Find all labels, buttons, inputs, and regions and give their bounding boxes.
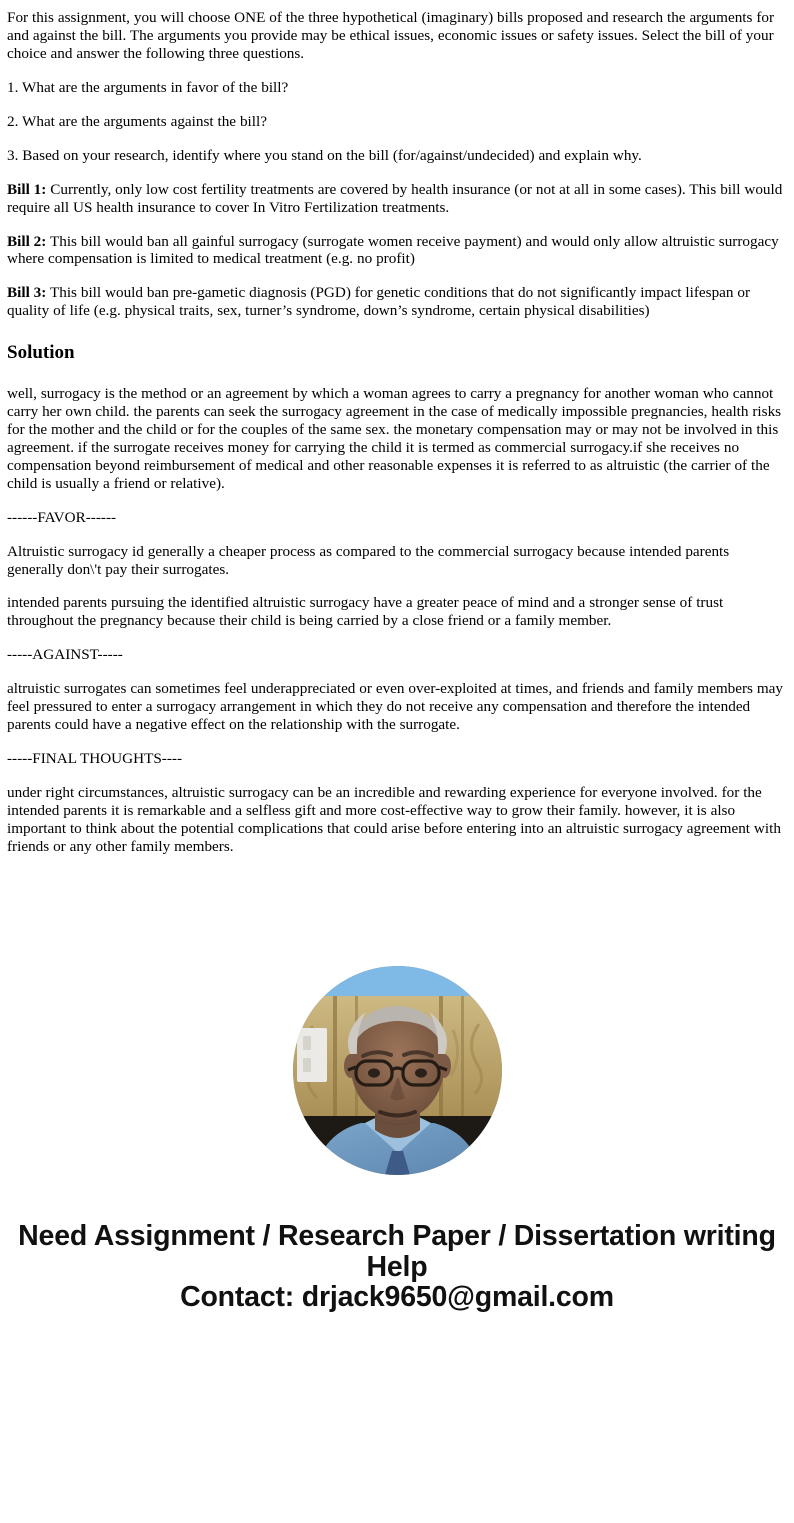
favor-divider: ------FAVOR------ bbox=[7, 508, 117, 526]
promo-footer bbox=[0, 1221, 794, 1323]
bill-2-text: This bill would ban all gainful surrogacy (surrogate women receive payment) and would only allow altruistic surrogacy where compensation is limited to medical treatment (e.g. no profit) bbox=[7, 232, 779, 268]
avatar-container bbox=[0, 966, 794, 1175]
bill-1-label: Bill 1: bbox=[7, 180, 47, 198]
question-1: 1. What are the arguments in favor of the bill? bbox=[7, 78, 289, 96]
final-thoughts-paragraph: under right circumstances, altruistic surrogacy can be an incredible and rewarding experience for everyone involved. for the intended parents it is remarkable and a selfless gift and more cost-effective way to grow their family. however, it is also important to think about the potential complications that could arise before entering into an altruistic surrogacy agreement with friends or any other family members. bbox=[7, 784, 781, 855]
solution-intro-paragraph: well, surrogacy is the method or an agreement by which a woman agrees to carry a pregnancy for another woman who cannot carry her own child. the parents can seek the surrogacy agreement in the case of medically impossible pregnancies, health risks for the mother and the child or for the couples of the same sex. the monetary compensation may or may not be involved in this agreement. if the surrogate receives money for carrying the child it is termed as commercial surrogacy.if she receives no compensation beyond reimbursement of medical and other reasonable expenses it is referred to as altruistic (the carrier of the child is usually a friend or relative). bbox=[7, 385, 782, 492]
question-3: 3. Based on your research, identify where you stand on the bill (for/against/undecided) and explain why. bbox=[7, 146, 642, 164]
assignment-intro-paragraph: For this assignment, you will choose ONE of the three hypothetical (imaginary) bills proposed and research the arguments for and against the bill. The arguments you provide may be ethical issues, economic issues or safety issues. Select the bill of your choice and answer the following three questions. bbox=[7, 9, 775, 62]
promo-contact: Contact: drjack9650@gmail.com bbox=[180, 1281, 614, 1314]
bill-3 bbox=[7, 284, 787, 320]
favor-point-1: Altruistic surrogacy id generally a cheaper process as compared to the commercial surrogacy because intended parents generally don\'t pay their surrogates. bbox=[7, 542, 730, 578]
bill-1-text: Currently, only low cost fertility treatments are covered by health insurance (or not at all in some cases). This bill would require all US health insurance to cover In Vitro Fertilization treatments. bbox=[7, 180, 783, 216]
bill-2 bbox=[7, 233, 787, 269]
favor-point-2: intended parents pursuing the identified altruistic surrogacy have a greater peace of mind and a stronger sense of trust throughout the pregnancy because their child is being carried by a close friend or a family member. bbox=[7, 594, 724, 630]
bill-1 bbox=[7, 181, 787, 217]
avatar-photo-icon bbox=[293, 966, 502, 1175]
against-divider: -----AGAINST----- bbox=[7, 646, 123, 664]
against-point-1: altruistic surrogates can sometimes feel underappreciated or even over-exploited at times, and friends and family members may feel pressured to enter a surrogacy arrangement in which they do not receive any compensation and therefore the intended parents could have a negative effect on the relationship with the surrogate. bbox=[7, 680, 783, 734]
bill-3-text: This bill would ban pre-gametic diagnosis (PGD) for genetic conditions that do not significantly impact lifespan or quality of life (e.g. physical traits, sex, turner’s syndrome, down’s syndrome, certain physical disabilities) bbox=[7, 284, 751, 320]
promo-headline: Need Assignment / Research Paper / Dissertation writing Help bbox=[18, 1219, 776, 1283]
bill-3-label: Bill 3: bbox=[7, 284, 47, 302]
question-2: 2. What are the arguments against the bill? bbox=[7, 112, 267, 130]
bill-2-label: Bill 2: bbox=[7, 232, 47, 250]
avatar bbox=[293, 966, 502, 1175]
final-thoughts-divider: -----FINAL THOUGHTS---- bbox=[7, 750, 183, 768]
solution-heading: Solution bbox=[7, 342, 75, 364]
